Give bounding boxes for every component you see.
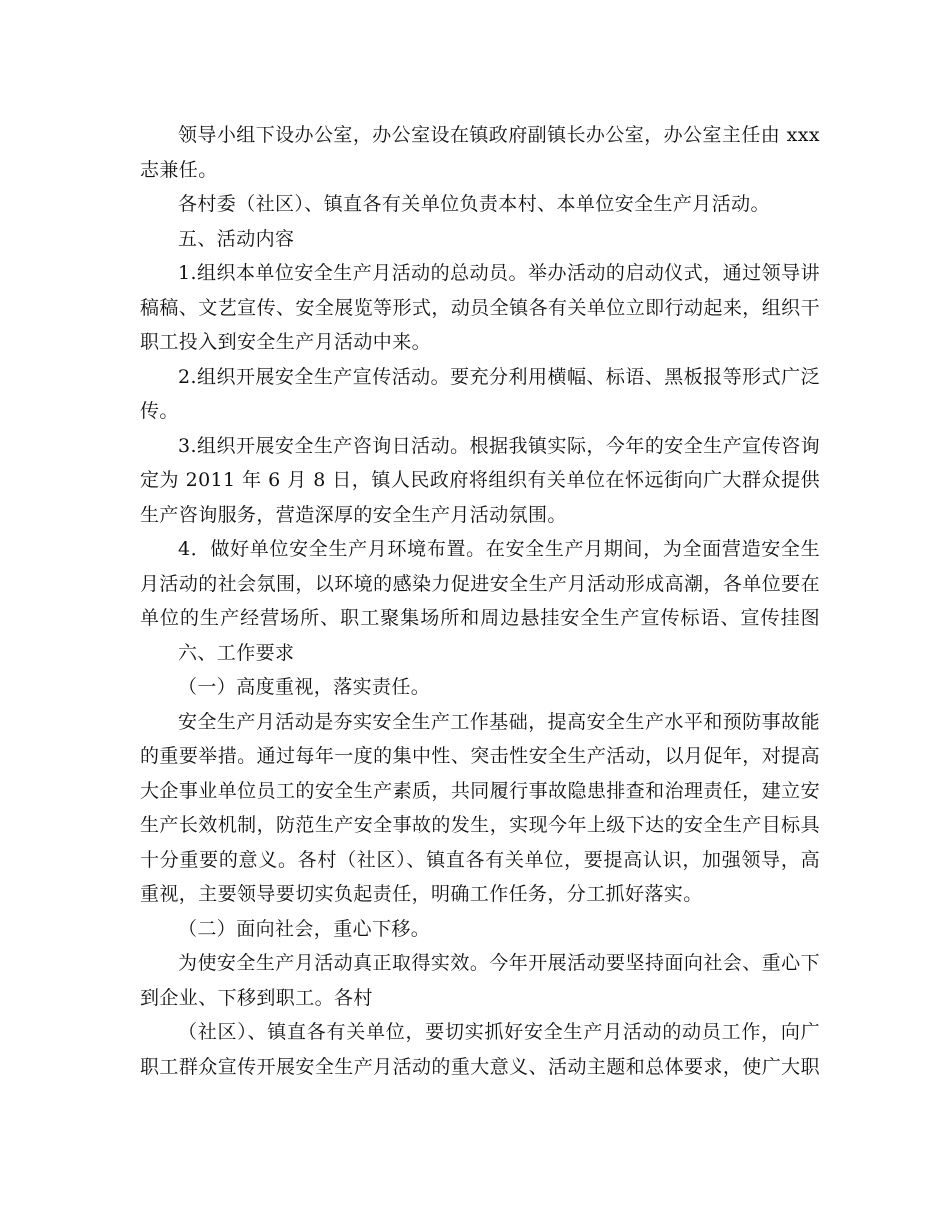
text-line: 定为 2011 年 6 月 8 日，镇人民政府将组织有关单位在怀远街向广大群众提供	[140, 469, 820, 491]
text-line: 1.组织本单位安全生产月活动的总动员。举办活动的启动仪式，通过领导讲	[178, 262, 820, 284]
text-line: 为使安全生产月活动真正取得实效。今年开展活动要坚持面向社会、重心下	[178, 952, 820, 974]
text-line: 2.组织开展安全生产宣传活动。要充分利用横幅、标语、黑板报等形式广泛	[178, 365, 820, 388]
text-line: 月活动的社会氛围，以环境的感染力促进安全生产月活动形成高潮，各单位要在	[140, 572, 820, 595]
text-line: 3.组织开展安全生产咨询日活动。根据我镇实际，今年的安全生产宣传咨询	[178, 434, 820, 457]
text-line: 职工群众宣传开展安全生产月活动的重大意义、活动主题和总体要求，使广大职	[140, 1055, 820, 1078]
text-line: 稿稿、文艺宣传、安全展览等形式，动员全镇各有关单位立即行动起来，组织干	[140, 296, 820, 319]
text-line: 4．做好单位安全生产月环境布置。在安全生产月期间，为全面营造安全生	[178, 538, 820, 560]
text-line: 六、工作要求	[178, 641, 295, 664]
text-line: 领导小组下设办公室，办公室设在镇政府副镇长办公室，办公室主任由 xxx	[178, 124, 820, 146]
document-body	[140, 118, 820, 1084]
text-line: 五、活动内容	[178, 227, 295, 250]
text-line: 职工投入到安全生产月活动中来。	[140, 331, 432, 353]
text-line: 单位的生产经营场所、职工聚集场所和周边悬挂安全生产宣传标语、宣传挂图	[140, 607, 820, 629]
text-line: 生产长效机制，防范生产安全事故的发生，实现今年上级下达的安全生产目标具	[140, 814, 820, 836]
text-line: 到企业、下移到职工。各村	[140, 986, 373, 1009]
text-line: 生产咨询服务，营造深厚的安全生产月活动氛围。	[140, 503, 567, 526]
text-line: 的重要举措。通过每年一度的集中性、突击性安全生产活动，以月促年，对提高	[140, 745, 820, 767]
text-line: 大企事业单位员工的安全生产素质，共同履行事故隐患排查和治理责任，建立安	[140, 779, 820, 802]
text-line: （一）高度重视，落实责任。	[178, 676, 431, 698]
text-line: 重视，主要领导要切实负起责任，明确工作任务，分工抓好落实。	[140, 883, 703, 905]
text-line: 志兼任。	[140, 158, 218, 181]
text-line: 传。	[140, 400, 179, 422]
text-line: 十分重要的意义。各村（社区）、镇直各有关单位，要提高认识，加强领导，高	[140, 848, 820, 871]
text-line: 安全生产月活动是夯实安全生产工作基础，提高安全生产水平和预防事故能	[178, 710, 820, 733]
text-line: （二）面向社会，重心下移。	[178, 917, 431, 940]
text-line: 各村委（社区）、镇直各有关单位负责本村、本单位安全生产月活动。	[178, 193, 770, 215]
text-line: （社区）、镇直各有关单位，要切实抓好安全生产月活动的动员工作，向广	[178, 1021, 820, 1043]
